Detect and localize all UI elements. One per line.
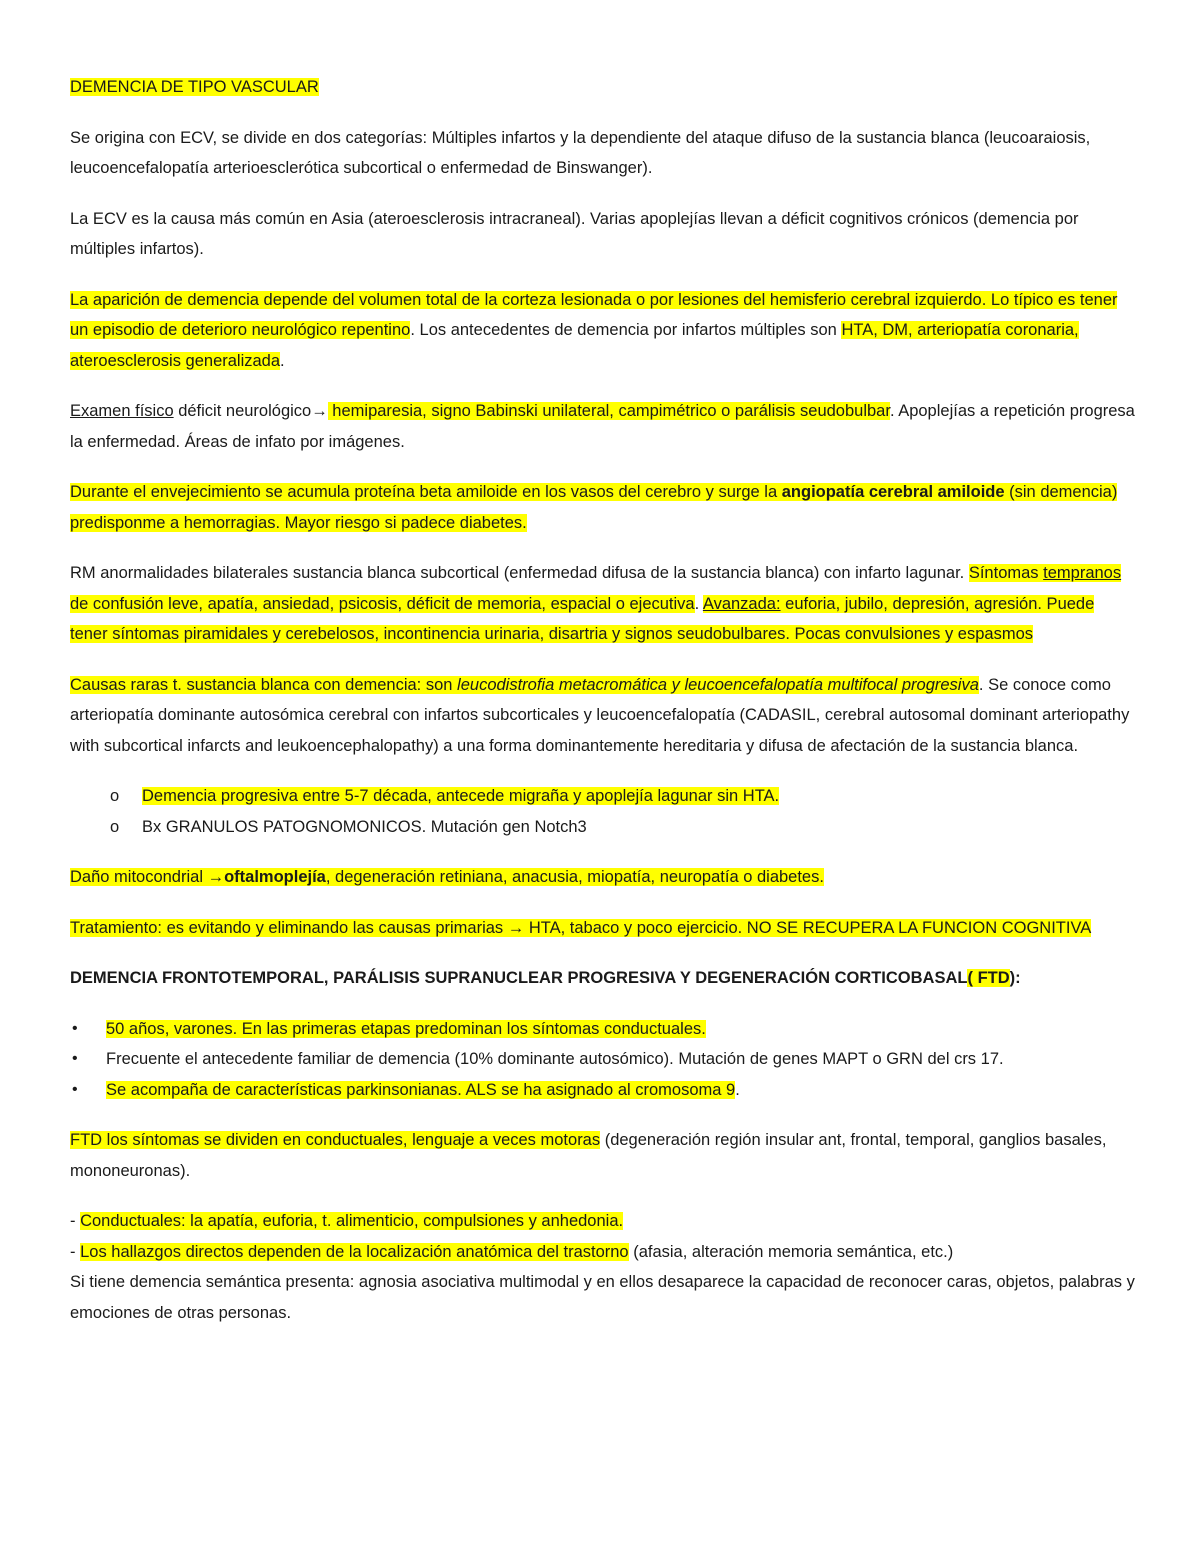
paragraph-origin: Se origina con ECV, se divide en dos categorías: Múltiples infartos y la dependiente del ataque difuso de la sustancia blanca (leucoaraiosis, leucoencefalopatía arterioesclerótica subcortical o enfermedad de Binswanger). — [70, 128, 1091, 177]
circle-bullet-icon: o — [110, 817, 120, 836]
detail-behavioral: - Conductuales: la apatía, euforia, t. alimenticio, compulsiones y anhedonia. — [70, 1212, 624, 1230]
circle-bullet-icon: o — [110, 787, 120, 805]
paragraph-ftd-symptoms: FTD los síntomas se dividen en conductuales, lenguaje a veces motoras (degeneración región insular ant, frontal, temporal, ganglios basales, mononeuronas). — [70, 1131, 1107, 1180]
detail-semantic-dementia: Si tiene demencia semántica presenta: agnosia asociativa multimodal y en ellos desaparece la capacidad de reconocer caras, objetos, palabras y emociones de otras personas. — [70, 1273, 1135, 1322]
paragraph-appearance: La aparición de demencia depende del volumen total de la corteza lesionada o por lesiones del hemisferio cerebral izquierdo. Lo típico es tener un episodio de deterioro neurológico repentino. Los antecedentes de demencia por infartos múltiples son HTA, DM, arteriopatía coronaria, ateroesclerosis generalizada. — [70, 290, 1118, 370]
arrow-icon: → — [311, 402, 328, 420]
document-body — [70, 72, 1135, 1328]
ftd-list — [70, 1014, 1135, 1106]
list-item: • Frecuente el antecedente familiar de demencia (10% dominante autosómico). Mutación de genes MAPT o GRN del crs 17. — [70, 1044, 1135, 1075]
paragraph-mri: RM anormalidades bilaterales sustancia blanca subcortical (enfermedad difusa de la sustancia blanca) con infarto lagunar. Síntomas tempranos de confusión leve, apatía, ansiedad, psicosis, déficit de memoria, espacial o ejecutiva. Avanzada: euforia, jubilo, depresión, agresión. Puede tener síntomas piramidales y cerebelosos, incontinencia urinaria, disartria y signos seudobulbares. Pocas convulsiones y espasmos — [70, 564, 1122, 643]
list-item: o Demencia progresiva entre 5-7 década, antecede migraña y apoplejía lagunar sin HTA. — [70, 781, 1135, 812]
paragraph-asia: La ECV es la causa más común en Asia (ateroesclerosis intracraneal). Varias apoplejías llevan a déficit cognitivos crónicos (demencia por múltiples infartos). — [70, 209, 1079, 258]
list-item: • 50 años, varones. En las primeras etapas predominan los síntomas conductuales. — [70, 1014, 1135, 1045]
paragraph-treatment: Tratamiento: es evitando y eliminando las causas primarias → HTA, tabaco y poco ejercicio. NO SE RECUPERA LA FUNCION COGNITIVA — [70, 918, 1092, 937]
list-item: o Bx GRANULOS PATOGNOMONICOS. Mutación gen Notch3 — [70, 812, 1135, 843]
list-item: • Se acompaña de características parkinsonianas. ALS se ha asignado al cromosoma 9. — [70, 1075, 1135, 1106]
bullet-icon: • — [72, 1019, 78, 1037]
bullet-icon: • — [72, 1080, 78, 1098]
paragraph-physical-exam: Examen físico déficit neurológico→ hemiparesia, signo Babinski unilateral, campimétrico o parálisis seudobulbar. Apoplejías a repetición progresa la enfermedad. Áreas de infato por imágenes. — [70, 402, 1135, 451]
section-title-frontotemporal: DEMENCIA FRONTOTEMPORAL, PARÁLISIS SUPRANUCLEAR PROGRESIVA Y DEGENERACIÓN CORTICOBASAL( FTD): — [70, 969, 1021, 987]
paragraph-mitochondrial: Daño mitocondrial →oftalmoplejía, degeneración retiniana, anacusia, miopatía, neuropatía o diabetes. — [70, 868, 824, 886]
arrow-icon: → — [507, 918, 525, 937]
paragraph-rare-causes: Causas raras t. sustancia blanca con demencia: son leucodistrofia metacromática y leucoencefalopatía multifocal progresiva. Se conoce como arteriopatía dominante autosómica cerebral con infartos subcorticales y leucoencefalopatía (CADASIL, cerebral autosomal dominant arteriopathy with subcortical infarcts and leukoencephalopathy) a una forma dominantemente hereditaria y difusa de afectación de la sustancia blanca. — [70, 675, 1130, 755]
section-title-vascular: DEMENCIA DE TIPO VASCULAR — [70, 78, 319, 96]
bullet-icon: • — [72, 1050, 78, 1067]
cadasil-list — [70, 781, 1135, 842]
ftd-details — [70, 1206, 1135, 1328]
detail-findings: - Los hallazgos directos dependen de la localización anatómica del trastorno (afasia, alteración memoria semántica, etc.) — [70, 1242, 954, 1261]
paragraph-amyloid: Durante el envejecimiento se acumula proteína beta amiloide en los vasos del cerebro y surge la angiopatía cerebral amiloide (sin demencia) predisponme a hemorragias. Mayor riesgo si padece diabetes. — [70, 483, 1118, 532]
arrow-icon: → — [207, 868, 225, 886]
